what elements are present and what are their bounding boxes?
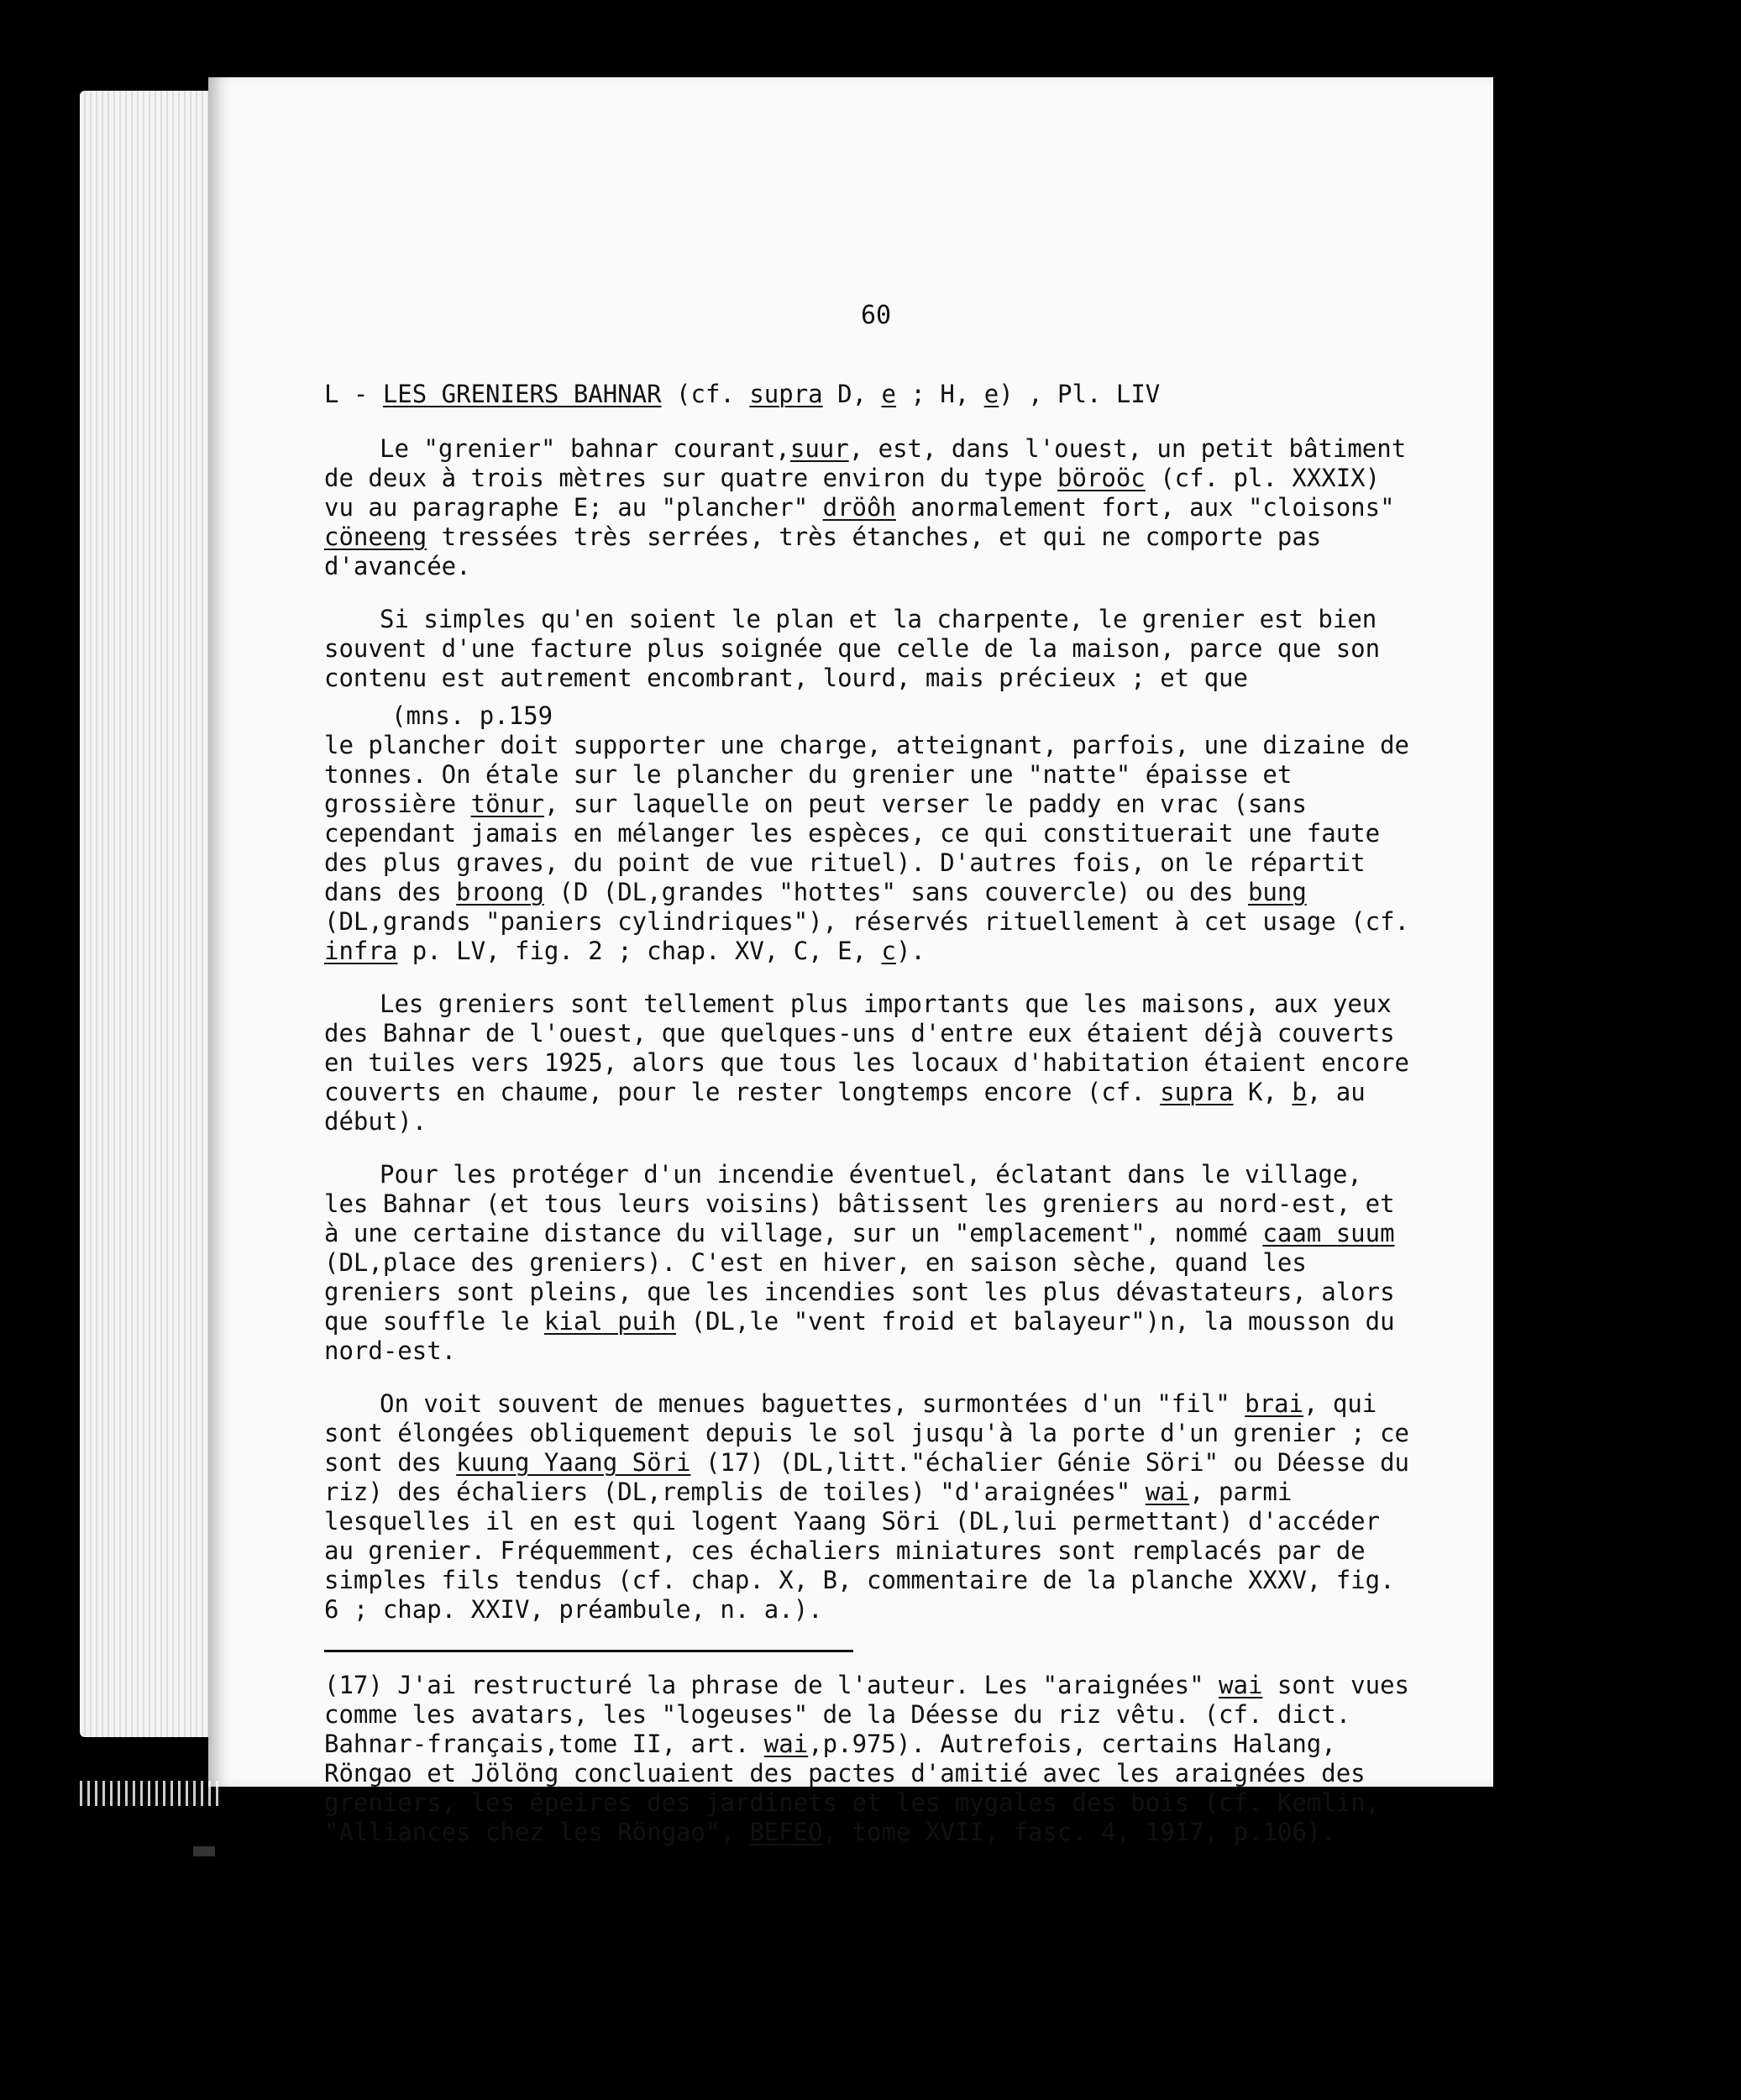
footnote-rule [324,1650,853,1652]
manuscript-page-ref: (mns. p.159 [391,701,553,730]
heading-title: LES GRENIERS BAHNAR [382,380,662,408]
term-kial-puih: kial puih [543,1307,677,1336]
term-kuung-yaang-sori: kuung Yaang Söri [456,1448,691,1477]
paragraph-5: On voit souvent de menues baguettes, surmontées d'un "fil" brai, qui sont élongées obliquement depuis le sol jusqu'à la porte d'un grenier ; ce sont des kuung Yaang Söri (17) (DL,litt."échalier Génie Söri" ou Déesse du riz) des échaliers (DL,remplis de toiles) "d'araignées" wai, parmi lesquelles il en est qui logent Yaang Söri (DL,lui permettant) d'accéder au grenier. Fréquemment, ces échaliers miniatures sont remplacés par de simples fils tendus (cf. chap. X, B, commentaire de la planche XXXV, fig. 6 ; chap. XXIV, préambule, n. a.). [324,1389,1410,1624]
term-bung: bung [1247,878,1307,906]
term-wai: wai [1145,1478,1190,1506]
scan-margin-block [193,1846,215,1856]
paragraph-4: Pour les protéger d'un incendie éventuel, éclatant dans le village, les Bahnar (et tous leurs voisins) bâtissent les greniers au nord-est, et à une certaine distance du village, sur un "emplacement", nommé caam suum (DL,place des greniers). C'est en hiver, en saison sèche, quand les greniers sont pleins, que les incendies sont les plus dévastateurs, alors que souffle le kial puih (DL,le "vent froid et balayeur")n, la mousson du nord-est. [324,1160,1395,1365]
section-heading: L - LES GRENIERS BAHNAR (cf. supra D, e ; H, e) , Pl. LIV [324,380,1161,408]
term-befeo: BEFEO [749,1818,823,1846]
bleed-through-text: ad l'on trouve à le logement à marge à -- -- -- Cette maison les autres cede [1586,400,1741,678]
paragraph-3: Les greniers sont tellement plus importants que les maisons, aux yeux des Bahnar de l'ouest, que quelques-uns d'entre eux étaient déjà couverts en tuiles vers 1925, alors que tous les locaux d'habitation étaient encore couverts en chaume, pour le rester longtemps encore (cf. supra K, b, au début). [324,990,1410,1136]
paragraph-1: Le "grenier" bahnar courant,suur, est, dans l'ouest, un petit bâtiment de deux à trois mètres sur quatre environ du type böroöc (cf. pl. XXXIX) vu au paragraphe E; au "plancher" dröôh anormalement fort, aux "cloisons" cöneeng tressées très serrées, très étanches, et qui ne comporte pas d'avancée. [324,434,1407,580]
term-tonur: tönur [470,790,544,818]
term-broong: broong [456,878,544,906]
term-suur: suur [789,434,849,463]
term-borooc: böroöc [1057,464,1146,492]
book-page-edges [80,91,214,1737]
paragraph-2: Si simples qu'en soient le plan et la charpente, le grenier est bien souvent d'une facture plus soignée que celle de la maison, parce que son contenu est autrement encombrant, lourd, mais précieux ; et que [324,605,1381,692]
page-body [324,380,1416,1847]
term-drooh: dröôh [822,493,896,522]
term-brai: brai [1245,1389,1303,1418]
term-caam-suum: caam suum [1262,1219,1395,1247]
page-number: 60 [861,301,892,330]
footnote-17: (17) J'ai restructuré la phrase de l'auteur. Les "araignées" wai sont vues comme les avatars, les "logeuses" de la Déesse du riz vêtu. (cf. dict. Bahnar-français,tome II, art. wai,p.975). Autrefois, certains Halang, Röngao et Jölöng concluaient des pactes d'amitié avec les araignées des greniers, les épeires des jardinets et les mygales des bois (cf. Kemlin, "Alliances chez les Röngao", BEFEO, tome XVII, fasc. 4, 1917, p.106). [324,1671,1410,1846]
scan-margin-marks [80,1781,223,1806]
paragraph-2-continued: le plancher doit supporter une charge, atteignant, parfois, une dizaine de tonnes. On étale sur le plancher du grenier une "natte" épaisse et grossière tönur, sur laquelle on peut verser le paddy en vrac (sans cependant jamais en mélanger les espèces, ce qui constituerait une faute des plus graves, du point de vue rituel). D'autres fois, on le répartit dans des broong (D (DL,grandes "hottes" sans couvercle) ou des bung (DL,grands "paniers cylindriques"), réservés rituellement à cet usage (cf. infra p. LV, fig. 2 ; chap. XV, C, E, c). [324,731,1410,965]
term-coneeng: cöneeng [324,522,427,551]
